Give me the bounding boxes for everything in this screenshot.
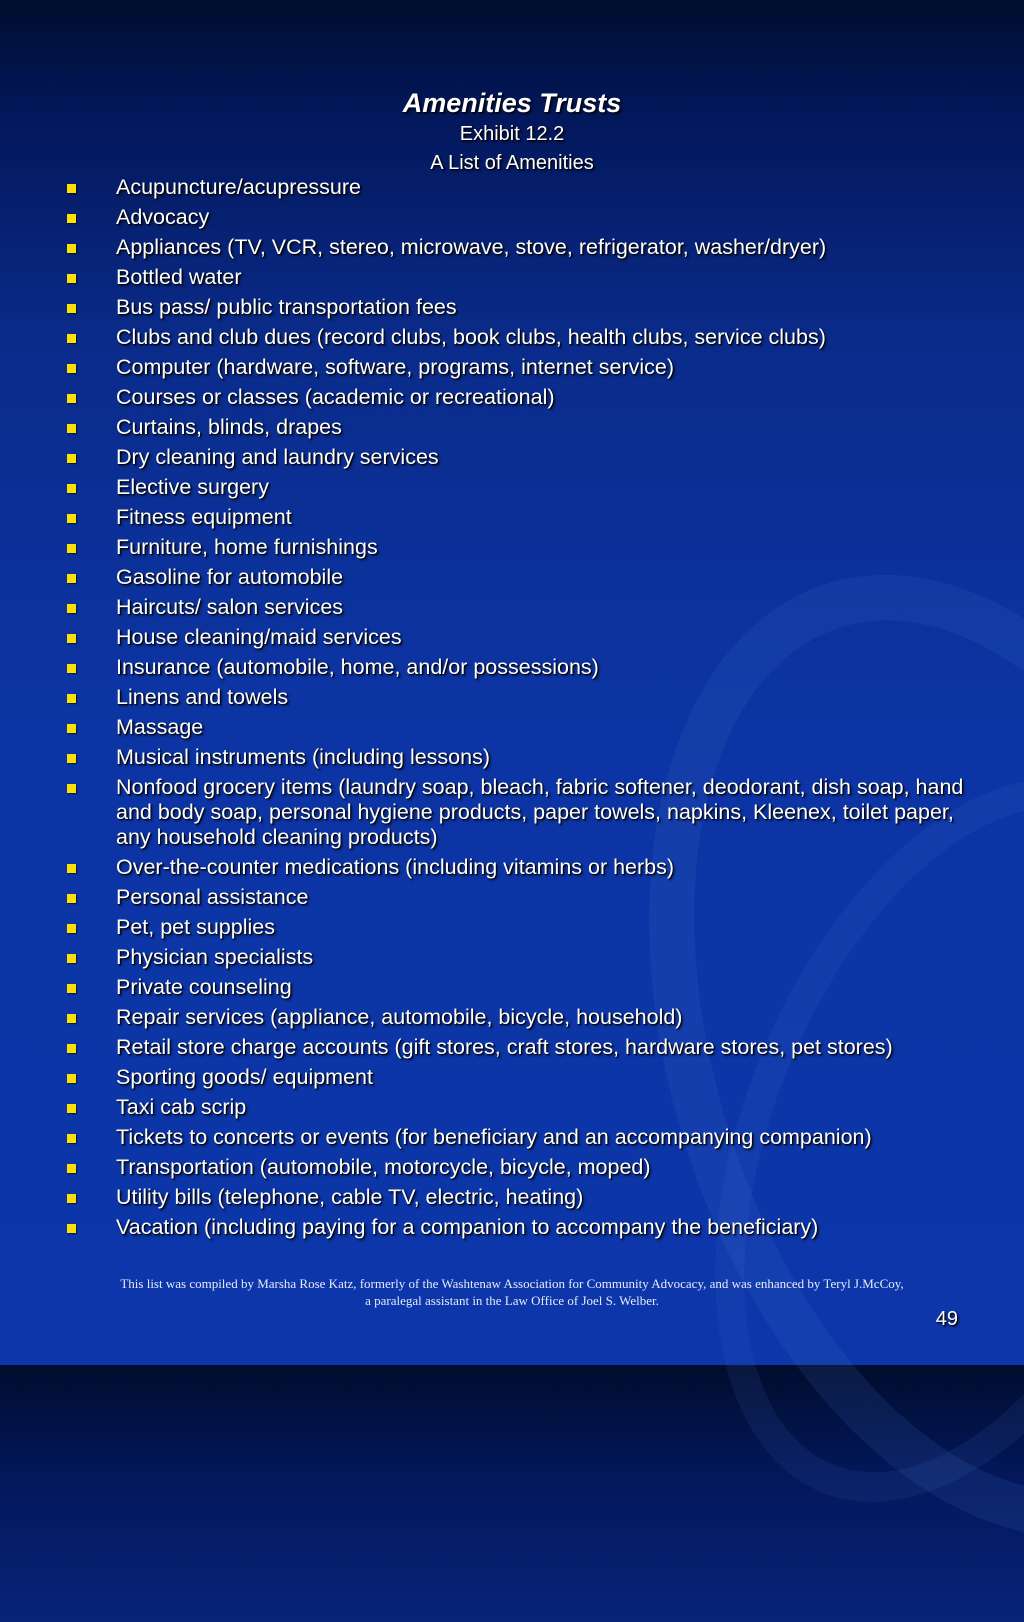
square-bullet-icon [67,724,76,733]
square-bullet-icon [67,514,76,523]
list-item-text: House cleaning/maid services [116,625,402,649]
list-item-text: Over-the-counter medications (including vitamins or herbs) [116,855,675,879]
square-bullet-icon [67,894,76,903]
exhibit-label: Exhibit 12.2 [459,123,565,145]
square-bullet-icon [67,334,76,343]
square-bullet-icon [67,1044,76,1053]
square-bullet-icon [67,184,76,193]
square-bullet-icon [67,1134,76,1143]
footnote [60,1275,964,1309]
square-bullet-icon [67,954,76,963]
list-item [64,855,964,880]
square-bullet-icon [67,864,76,873]
slide-title: Amenities Trusts [402,88,622,118]
list-item [64,715,964,740]
list-item [64,625,964,650]
square-bullet-icon [67,1194,76,1203]
list-item-text: Furniture, home furnishings [116,535,378,559]
list-item [64,445,964,470]
square-bullet-icon [67,454,76,463]
list-item-text: Vacation (including paying for a companion to accompany the beneficiary) [116,1215,819,1239]
list-item [64,1065,964,1090]
list-item [64,295,964,320]
list-item-text: Advocacy [116,205,210,229]
square-bullet-icon [67,244,76,253]
list-item-text: Fitness equipment [116,505,292,529]
list-item-text: Gasoline for automobile [116,565,344,589]
square-bullet-icon [67,604,76,613]
square-bullet-icon [67,274,76,283]
square-bullet-icon [67,364,76,373]
list-subtitle: A List of Amenities [430,152,594,174]
list-item-text: Linens and towels [116,685,289,709]
square-bullet-icon [67,924,76,933]
list-item-text: Transportation (automobile, motorcycle, bicycle, moped) [116,1155,651,1179]
list-item-text: Bottled water [116,265,242,289]
square-bullet-icon [67,394,76,403]
list-item [64,325,964,350]
page-number: 49 [935,1308,958,1330]
square-bullet-icon [67,574,76,583]
list-item-text: Dry cleaning and laundry services [116,445,439,469]
list-item [64,1035,964,1060]
square-bullet-icon [67,214,76,223]
list-item [64,685,964,710]
list-item-text: Computer (hardware, software, programs, internet service) [116,355,675,379]
square-bullet-icon [67,784,76,793]
list-item [64,355,964,380]
list-item [64,175,964,200]
list-item [64,205,964,230]
footnote-line: a paralegal assistant in the Law Office of Joel S. Welber. [365,1293,659,1308]
square-bullet-icon [67,424,76,433]
square-bullet-icon [67,304,76,313]
list-item-text: Curtains, blinds, drapes [116,415,342,439]
list-item [64,235,964,260]
list-item-text: Tickets to concerts or events (for beneficiary and an accompanying companion) [116,1125,872,1149]
list-item-text: Clubs and club dues (record clubs, book clubs, health clubs, service clubs) [116,325,826,349]
list-item [64,915,964,940]
list-item [64,1185,964,1210]
list-item [64,655,964,680]
list-item-text: Bus pass/ public transportation fees [116,295,457,319]
square-bullet-icon [67,984,76,993]
list-item [64,975,964,1000]
list-item [64,1155,964,1180]
list-item-text: Physician specialists [116,945,314,969]
list-item [64,385,964,410]
list-item [64,1005,964,1030]
list-item-text: Utility bills (telephone, cable TV, electric, heating) [116,1185,584,1209]
square-bullet-icon [67,754,76,763]
list-item-text: Nonfood grocery items (laundry soap, bleach, fabric softener, deodorant, dish soap, hand and body soap, personal hygiene products, paper towels, napkins, Kleenex, toilet paper, any household cleaning products) [116,775,964,849]
list-item-text: Taxi cab scrip [116,1095,247,1119]
list-item-text: Repair services (appliance, automobile, bicycle, household) [116,1005,683,1029]
square-bullet-icon [67,1164,76,1173]
square-bullet-icon [67,1104,76,1113]
footnote-line: This list was compiled by Marsha Rose Katz, formerly of the Washtenaw Association for Community Advocacy, and was enhanced by Teryl J.McCoy, [120,1276,904,1291]
square-bullet-icon [67,634,76,643]
list-item-text: Massage [116,715,204,739]
square-bullet-icon [67,1224,76,1233]
list-item-text: Insurance (automobile, home, and/or possessions) [116,655,599,679]
list-item-text: Acupuncture/acupressure [116,175,362,199]
list-item-text: Haircuts/ salon services [116,595,344,619]
list-item [64,565,964,590]
list-item [64,945,964,970]
list-item [64,745,964,770]
list-item [64,475,964,500]
list-item-text: Appliances (TV, VCR, stereo, microwave, stove, refrigerator, washer/dryer) [116,235,827,259]
square-bullet-icon [67,544,76,553]
square-bullet-icon [67,664,76,673]
list-item-text: Courses or classes (academic or recreational) [116,385,555,409]
list-item-text: Musical instruments (including lessons) [116,745,491,769]
list-item-text: Elective surgery [116,475,269,499]
list-item [64,535,964,560]
list-item-text: Pet, pet supplies [116,915,275,939]
list-item [64,265,964,290]
square-bullet-icon [67,484,76,493]
list-item [64,1215,964,1240]
square-bullet-icon [67,694,76,703]
list-item [64,505,964,530]
list-item [64,1095,964,1120]
list-item-text: Retail store charge accounts (gift stores, craft stores, hardware stores, pet stores) [116,1035,893,1059]
square-bullet-icon [67,1074,76,1083]
list-item [64,1125,964,1150]
title-block [0,86,1024,178]
list-item-text: Private counseling [116,975,292,999]
list-item [64,885,964,910]
amenity-list [64,175,964,1245]
square-bullet-icon [67,1014,76,1023]
list-item-text: Sporting goods/ equipment [116,1065,373,1089]
list-item [64,595,964,620]
list-item [64,415,964,440]
list-item-text: Personal assistance [116,885,309,909]
list-item [64,775,964,850]
